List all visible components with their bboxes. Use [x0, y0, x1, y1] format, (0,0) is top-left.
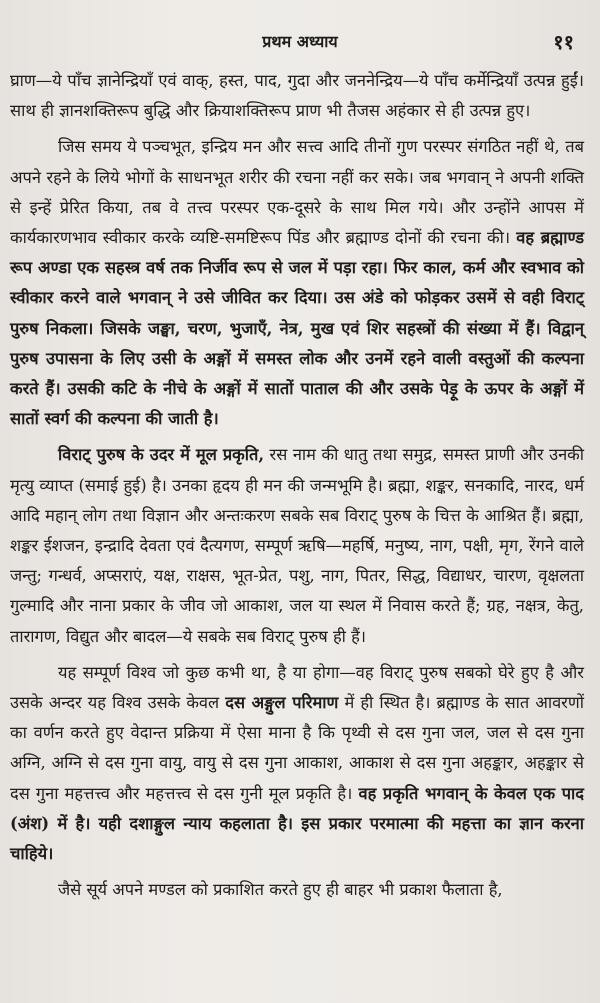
paragraph-5	[10, 875, 584, 905]
bold-text-segment: दस अङ्गुल परिमाण	[225, 693, 339, 713]
paragraph-3	[10, 440, 584, 651]
bold-text-segment: वह ब्रह्माण्ड रूप अण्डा एक सहस्त्र वर्ष तक निर्जीव रूप से जल में पड़ा रहा। फिर काल, कर्म और स्वभाव को स्वीकार करने वाले भगवान् ने उसे जीवित कर दिया। उस अंडे को फोड़कर उसमें से वही विराट् पुरुष निकला। जिसके जङ्घा, चरण, भुजाएँ, नेत्र, मुख एवं शिर सहस्त्रों की संख्या में हैं। विद्वान् पुरुष उपासना के लिए उसी के अङ्गों में समस्त लोक और उनमें रहने वाली वस्तुओं की कल्पना करते हैं। उसकी कटि के नीचे के अङ्गों में सातों पाताल की और उसके पेड़ू के ऊपर के अङ्गों में सातों स्वर्ग की कल्पना की जाती है।	[10, 228, 584, 429]
text-segment: रस नाम की धातु तथा समुद्र, समस्त प्राणी और उनकी मृत्यु व्याप्त (समाई हुई) है। उनका हृदय ही मन की जन्मभूमि है। ब्रह्मा, शङ्कर, सनकादि, नारद, धर्म आदि महान् लोग तथा विज्ञान और अन्तःकरण सबके सब विराट् पुरुष के चित्त के आश्रित हैं। ब्रह्मा, शङ्कर ईशजन, इन्द्रादि देवता एवं दैत्यगण, सम्पूर्ण ऋषि—महर्षि, मनुष्य, नाग, पक्षी, मृग, रेंगने वाले जन्तु; गन्धर्व, अप्सराएं, यक्ष, राक्षस, भूत-प्रेत, पशु, नाग, पितर, सिद्ध, विद्याधर, चारण, वृक्षलता गुल्मादि और नाना प्रकार के जीव जो आकाश, जल या स्थल में निवास करते हैं; ग्रह, नक्षत्र, केतु, तारागण, विद्युत और बादल—ये सबके सब विराट् पुरुष ही हैं।	[10, 445, 584, 646]
paragraph-2	[10, 132, 584, 434]
paragraph-1	[10, 66, 584, 126]
text-segment: जैसे सूर्य अपने मण्डल को प्रकाशित करते हुए ही बाहर भी प्रकाश फैलाता है,	[58, 880, 503, 900]
paragraph-4	[10, 658, 584, 869]
page-header	[0, 28, 600, 58]
text-segment: में ही स्थित है। ब्रह्माण्ड के सात आवरणों का वर्णन करते हुए वेदान्त प्रक्रिया में ऐसा माना है कि पृथ्वी से दस गुना जल, जल से दस गुना अग्नि, अग्नि से दस गुना वायु, वायु से दस गुना आकाश, आकाश से दस गुना अहङ्कार, अहङ्कार से दस गुना महत्तत्त्व और महत्तत्त्व से दस गुनी मूल प्रकृति है।	[10, 693, 584, 803]
bold-text-segment: वह प्रकृति भगवान् के केवल एक पाद (अंश) में है। यही दशाङ्गुल न्याय कहलाता है। इस प्रकार परमात्मा की महत्ता का ज्ञान करना चाहिये।	[10, 783, 584, 864]
chapter-title: प्रथम अध्याय	[262, 32, 338, 51]
text-segment: यह सम्पूर्ण विश्व जो कुछ कभी था, है या होगा—वह विराट् पुरुष सबको घेरे हुए है और उसके अन्दर यह विश्व उसके केवल	[10, 662, 584, 713]
page-number: ११	[553, 30, 574, 54]
page-body	[10, 66, 584, 905]
bold-text-segment: विराट् पुरुष के उदर में मूल प्रकृति,	[58, 445, 265, 465]
text-segment: जिस समय ये पञ्चभूत, इन्द्रिय मन और सत्त्व आदि तीनों गुण परस्पर संगठित नहीं थे, तब अपने रहने के लिये भोगों के साधनभूत शरीर की रचना नहीं कर सके। जब भगवान् ने अपनी शक्ति से इन्हें प्रेरित किया, तब वे तत्त्व परस्पर एक-दूसरे के साथ मिल गये। और उन्होंने आपस में कार्यकारणभाव स्वीकार करके व्यष्टि-समष्टिरूप पिंड और ब्रह्माण्ड दोनों की रचना की।	[10, 137, 584, 248]
text-segment: घ्राण—ये पाँच ज्ञानेन्द्रियाँ एवं वाक्, हस्त, पाद, गुदा और जननेन्द्रिय—ये पाँच कर्मेन्द्रियाँ उत्पन्न हुईं। साथ ही ज्ञानशक्तिरूप बुद्धि और क्रियाशक्तिरूप प्राण भी तैजस अहंकार से ही उत्पन्न हुए।	[10, 71, 584, 121]
